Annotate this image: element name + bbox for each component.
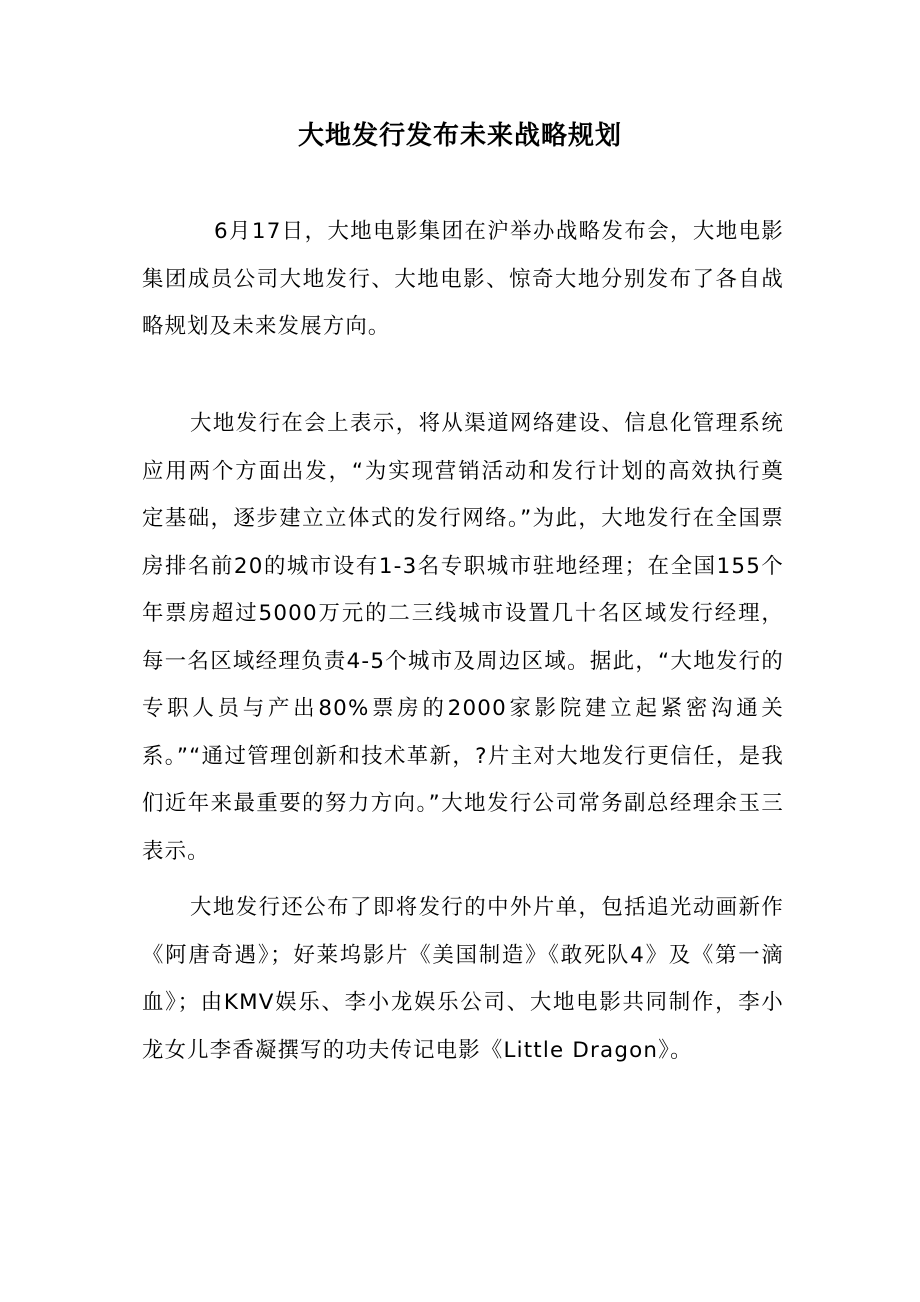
document-title: 大地发行发布未来战略规划: [297, 121, 622, 151]
paragraph-distribution-network: 大地发行在会上表示，将从渠道网络建设、信息化管理系统应用两个方面出发，“为实现营销活动和发行计划的高效执行奠定基础，逐步建立立体式的发行网络。”为此，大地发行在全国票房排名前20的城市设有1-3名专职城市驻地经理；在全国155个年票房超过5000万元的二三线城市设置几十名区域发行经理，每一名区域经理负责4-5个城市及周边区域。据此，“大地发行的专职人员与产出80%票房的2000家影院建立起紧密沟通关系。”“通过管理创新和技术革新，?片主对大地发行更信任，是我们近年来最重要的努力方向。”大地发行公司常务副总经理余玉三表示。: [142, 411, 784, 864]
paragraph-film-slate: 大地发行还公布了即将发行的中外片单，包括追光动画新作《阿唐奇遇》；好莱坞影片《美国制造》《敢死队4》及《第一滴血》；由KMV娱乐、李小龙娱乐公司、大地电影共同制作，李小龙女儿李香凝撰写的功夫传记电影《Little Dragon》。: [142, 895, 784, 1063]
paragraph-intro: 6月17日，大地电影集团在沪举办战略发布会，大地电影集团成员公司大地发行、大地电影、惊奇大地分别发布了各自战略规划及未来发展方向。: [142, 219, 784, 339]
